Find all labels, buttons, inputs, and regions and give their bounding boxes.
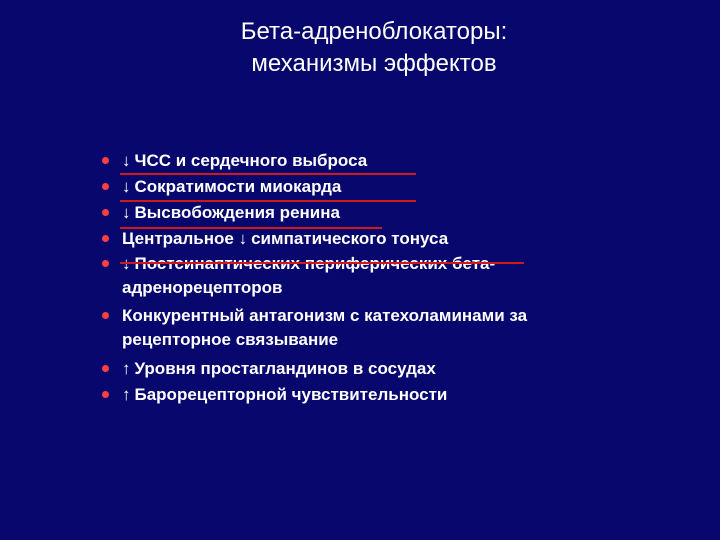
underline-rule <box>120 262 524 264</box>
bullet-dot <box>102 183 109 190</box>
bullet-item <box>102 304 662 352</box>
bullet-item <box>102 356 662 382</box>
bullet-list <box>102 148 662 408</box>
up-arrow-icon: ↑ <box>122 385 131 404</box>
bullet-item <box>102 252 662 300</box>
bullet-item <box>102 200 662 226</box>
bullet-item <box>102 148 662 174</box>
bullet-text-line-2: рецепторное связывание <box>122 330 339 349</box>
bullet-text: Высвобождения ренина <box>134 203 340 222</box>
bullet-dot <box>102 260 109 267</box>
bullet-dot <box>102 235 109 242</box>
title-line-2: механизмы эффектов <box>251 50 497 77</box>
down-arrow-icon: ↓ <box>122 151 131 170</box>
bullet-dot <box>102 209 109 216</box>
bullet-text: ЧСС и сердечного выброса <box>134 151 368 170</box>
down-arrow-icon: ↓ <box>122 177 131 196</box>
down-arrow-icon <box>122 252 131 276</box>
bullet-item <box>102 174 662 200</box>
bullet-text: Уровня простагландинов в сосудах <box>134 359 436 378</box>
underline-rule <box>120 227 382 229</box>
bullet-text: Сократимости миокарда <box>134 177 342 196</box>
bullet-text-prefix: Центральное <box>122 229 239 248</box>
bullet-dot <box>102 365 109 372</box>
bullet-text: Барорецепторной чувствительности <box>134 385 448 404</box>
slide-title <box>0 16 720 80</box>
down-arrow-icon: ↓ <box>238 229 248 248</box>
down-arrow-icon: ↓ <box>122 203 131 222</box>
bullet-dot <box>102 391 109 398</box>
bullet-item <box>102 226 662 252</box>
bullet-text-line-1: Конкурентный антагонизм с катехоламинами за <box>122 306 528 325</box>
title-line-1: Бета-адреноблокаторы: <box>240 18 508 45</box>
bullet-dot <box>102 312 109 319</box>
underline-rule <box>120 173 416 175</box>
bullet-dot <box>102 157 109 164</box>
underline-rule <box>120 200 416 202</box>
bullet-item <box>102 382 662 408</box>
bullet-text: симпатического тонуса <box>251 229 449 248</box>
up-arrow-icon: ↑ <box>122 359 131 378</box>
bullet-text-line-2: адренорецепторов <box>122 278 283 297</box>
